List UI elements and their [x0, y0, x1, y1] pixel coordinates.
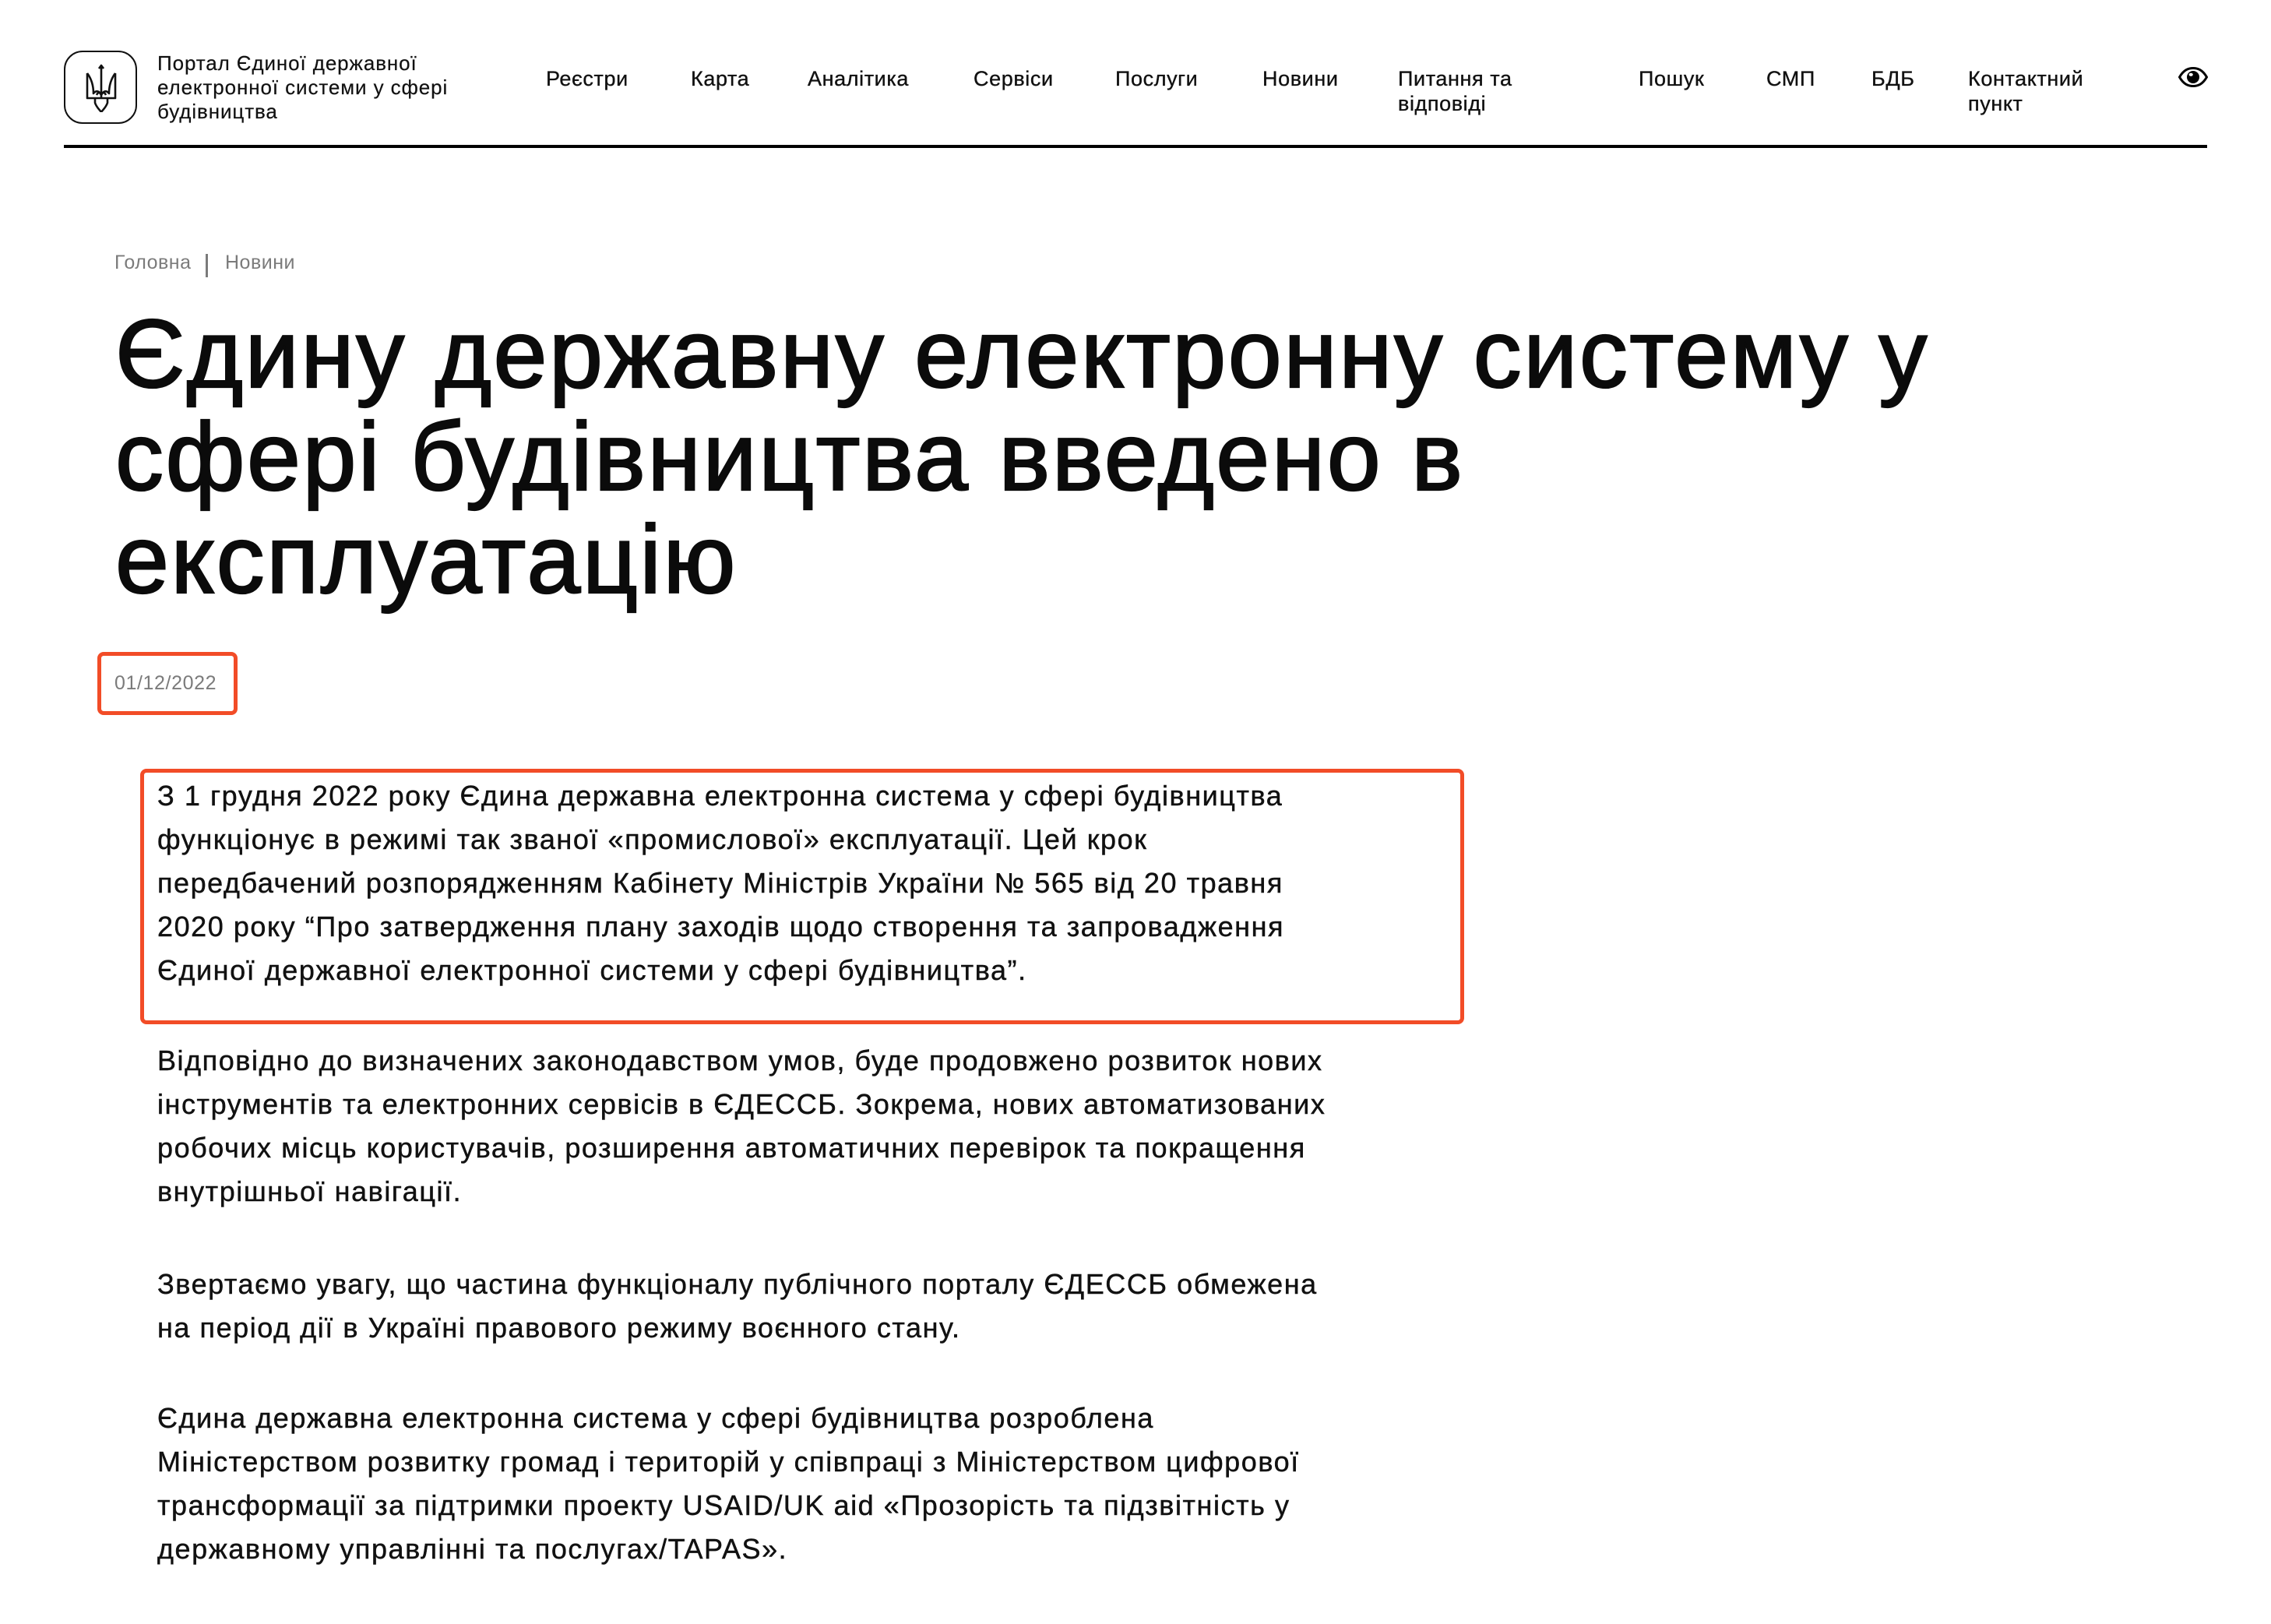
nav-label: Сервіси	[974, 67, 1054, 90]
page-title-line: Єдину державну електронну систему у	[115, 301, 1929, 408]
logo-link[interactable]	[64, 51, 137, 124]
paragraph-line: З 1 грудня 2022 року Єдина державна електронна система у сфері будівництва	[157, 780, 1283, 812]
paragraph-line: Міністерством розвитку громад і територій у співпраці з Міністерством цифрової	[157, 1446, 1300, 1478]
article-paragraph	[157, 1263, 1318, 1350]
paragraph-line: Відповідно до визначених законодавством умов, буде продовжено розвиток нових	[157, 1045, 1323, 1076]
article-paragraph	[157, 774, 1284, 992]
site-title-line: Портал Єдиної державної	[157, 51, 417, 75]
nav-label: Карта	[691, 67, 750, 90]
site-title[interactable]	[157, 51, 448, 124]
nav-label: Новини	[1262, 67, 1339, 90]
nav-item-public-services[interactable]	[1115, 66, 1198, 91]
nav-item-news[interactable]	[1262, 66, 1339, 91]
paragraph-line: передбачений розпорядженням Кабінету Міністрів України № 565 від 20 травня	[157, 867, 1283, 899]
article-paragraph	[157, 1039, 1326, 1214]
paragraph-line: інструментів та електронних сервісів в ЄДЕССБ. Зокрема, нових автоматизованих	[157, 1088, 1326, 1120]
paragraph-line: Звертаємо увагу, що частина функціоналу публічного порталу ЄДЕССБ обмежена	[157, 1268, 1318, 1300]
paragraph-line: функціонує в режимі так званої «промислової» експлуатації. Цей крок	[157, 823, 1148, 855]
nav-item-search[interactable]	[1639, 66, 1704, 91]
paragraph-line: 2020 року “Про затвердження плану заходів щодо створення та запровадження	[157, 911, 1285, 942]
site-title-line: будівництва	[157, 100, 278, 123]
article-paragraph	[157, 1397, 1300, 1571]
paragraph-line: на період дії в Україні правового режиму воєнного стану.	[157, 1312, 961, 1344]
nav-label: БДБ	[1871, 67, 1915, 90]
nav-label: Реєстри	[546, 67, 628, 90]
nav-label: Питання та	[1398, 67, 1512, 90]
nav-item-analytics[interactable]	[808, 66, 909, 91]
eye-icon	[2178, 67, 2208, 87]
breadcrumb-separator	[206, 254, 208, 277]
nav-label: Послуги	[1115, 67, 1199, 90]
paragraph-line: Єдиної державної електронної системи у сфері будівництва”.	[157, 954, 1027, 986]
page-title-line: експлуатацію	[115, 506, 738, 614]
publish-date: 01/12/2022	[114, 672, 217, 694]
nav-item-smp[interactable]	[1766, 66, 1815, 91]
nav-label: СМП	[1766, 67, 1815, 90]
paragraph-line: державному управлінні та послугах/TAPAS».	[157, 1533, 788, 1565]
accessibility-toggle-button[interactable]	[2178, 67, 2208, 87]
ukraine-trident-icon	[86, 64, 117, 112]
breadcrumb-home[interactable]: Головна	[114, 252, 192, 273]
breadcrumb-news[interactable]: Новини	[225, 252, 295, 273]
nav-label: Пошук	[1639, 67, 1705, 90]
nav-item-faq[interactable]	[1398, 66, 1512, 116]
paragraph-line: робочих місць користувачів, розширення автоматичних перевірок та покращення	[157, 1132, 1306, 1164]
nav-item-registries[interactable]	[546, 66, 628, 91]
nav-item-services[interactable]	[974, 66, 1054, 91]
nav-label: Аналітика	[808, 67, 909, 90]
paragraph-line: трансформації за підтримки проекту USAID/UK aid «Прозорість та підзвітність у	[157, 1489, 1290, 1521]
header-divider	[64, 145, 2207, 148]
nav-item-contact-point[interactable]	[1968, 66, 2083, 116]
nav-label: пункт	[1968, 92, 2023, 115]
page-title-line: сфері будівництва введено в	[115, 403, 1465, 511]
paragraph-line: Єдина державна електронна система у сфері будівництва розроблена	[157, 1402, 1154, 1434]
nav-label: Контактний	[1968, 67, 2084, 90]
nav-label: відповіді	[1398, 92, 1487, 115]
page-title	[115, 301, 1929, 614]
nav-item-map[interactable]	[691, 66, 749, 91]
paragraph-line: внутрішньої навігації.	[157, 1175, 463, 1207]
site-title-line: електронної системи у сфері	[157, 76, 449, 99]
nav-item-bdb[interactable]	[1871, 66, 1915, 91]
